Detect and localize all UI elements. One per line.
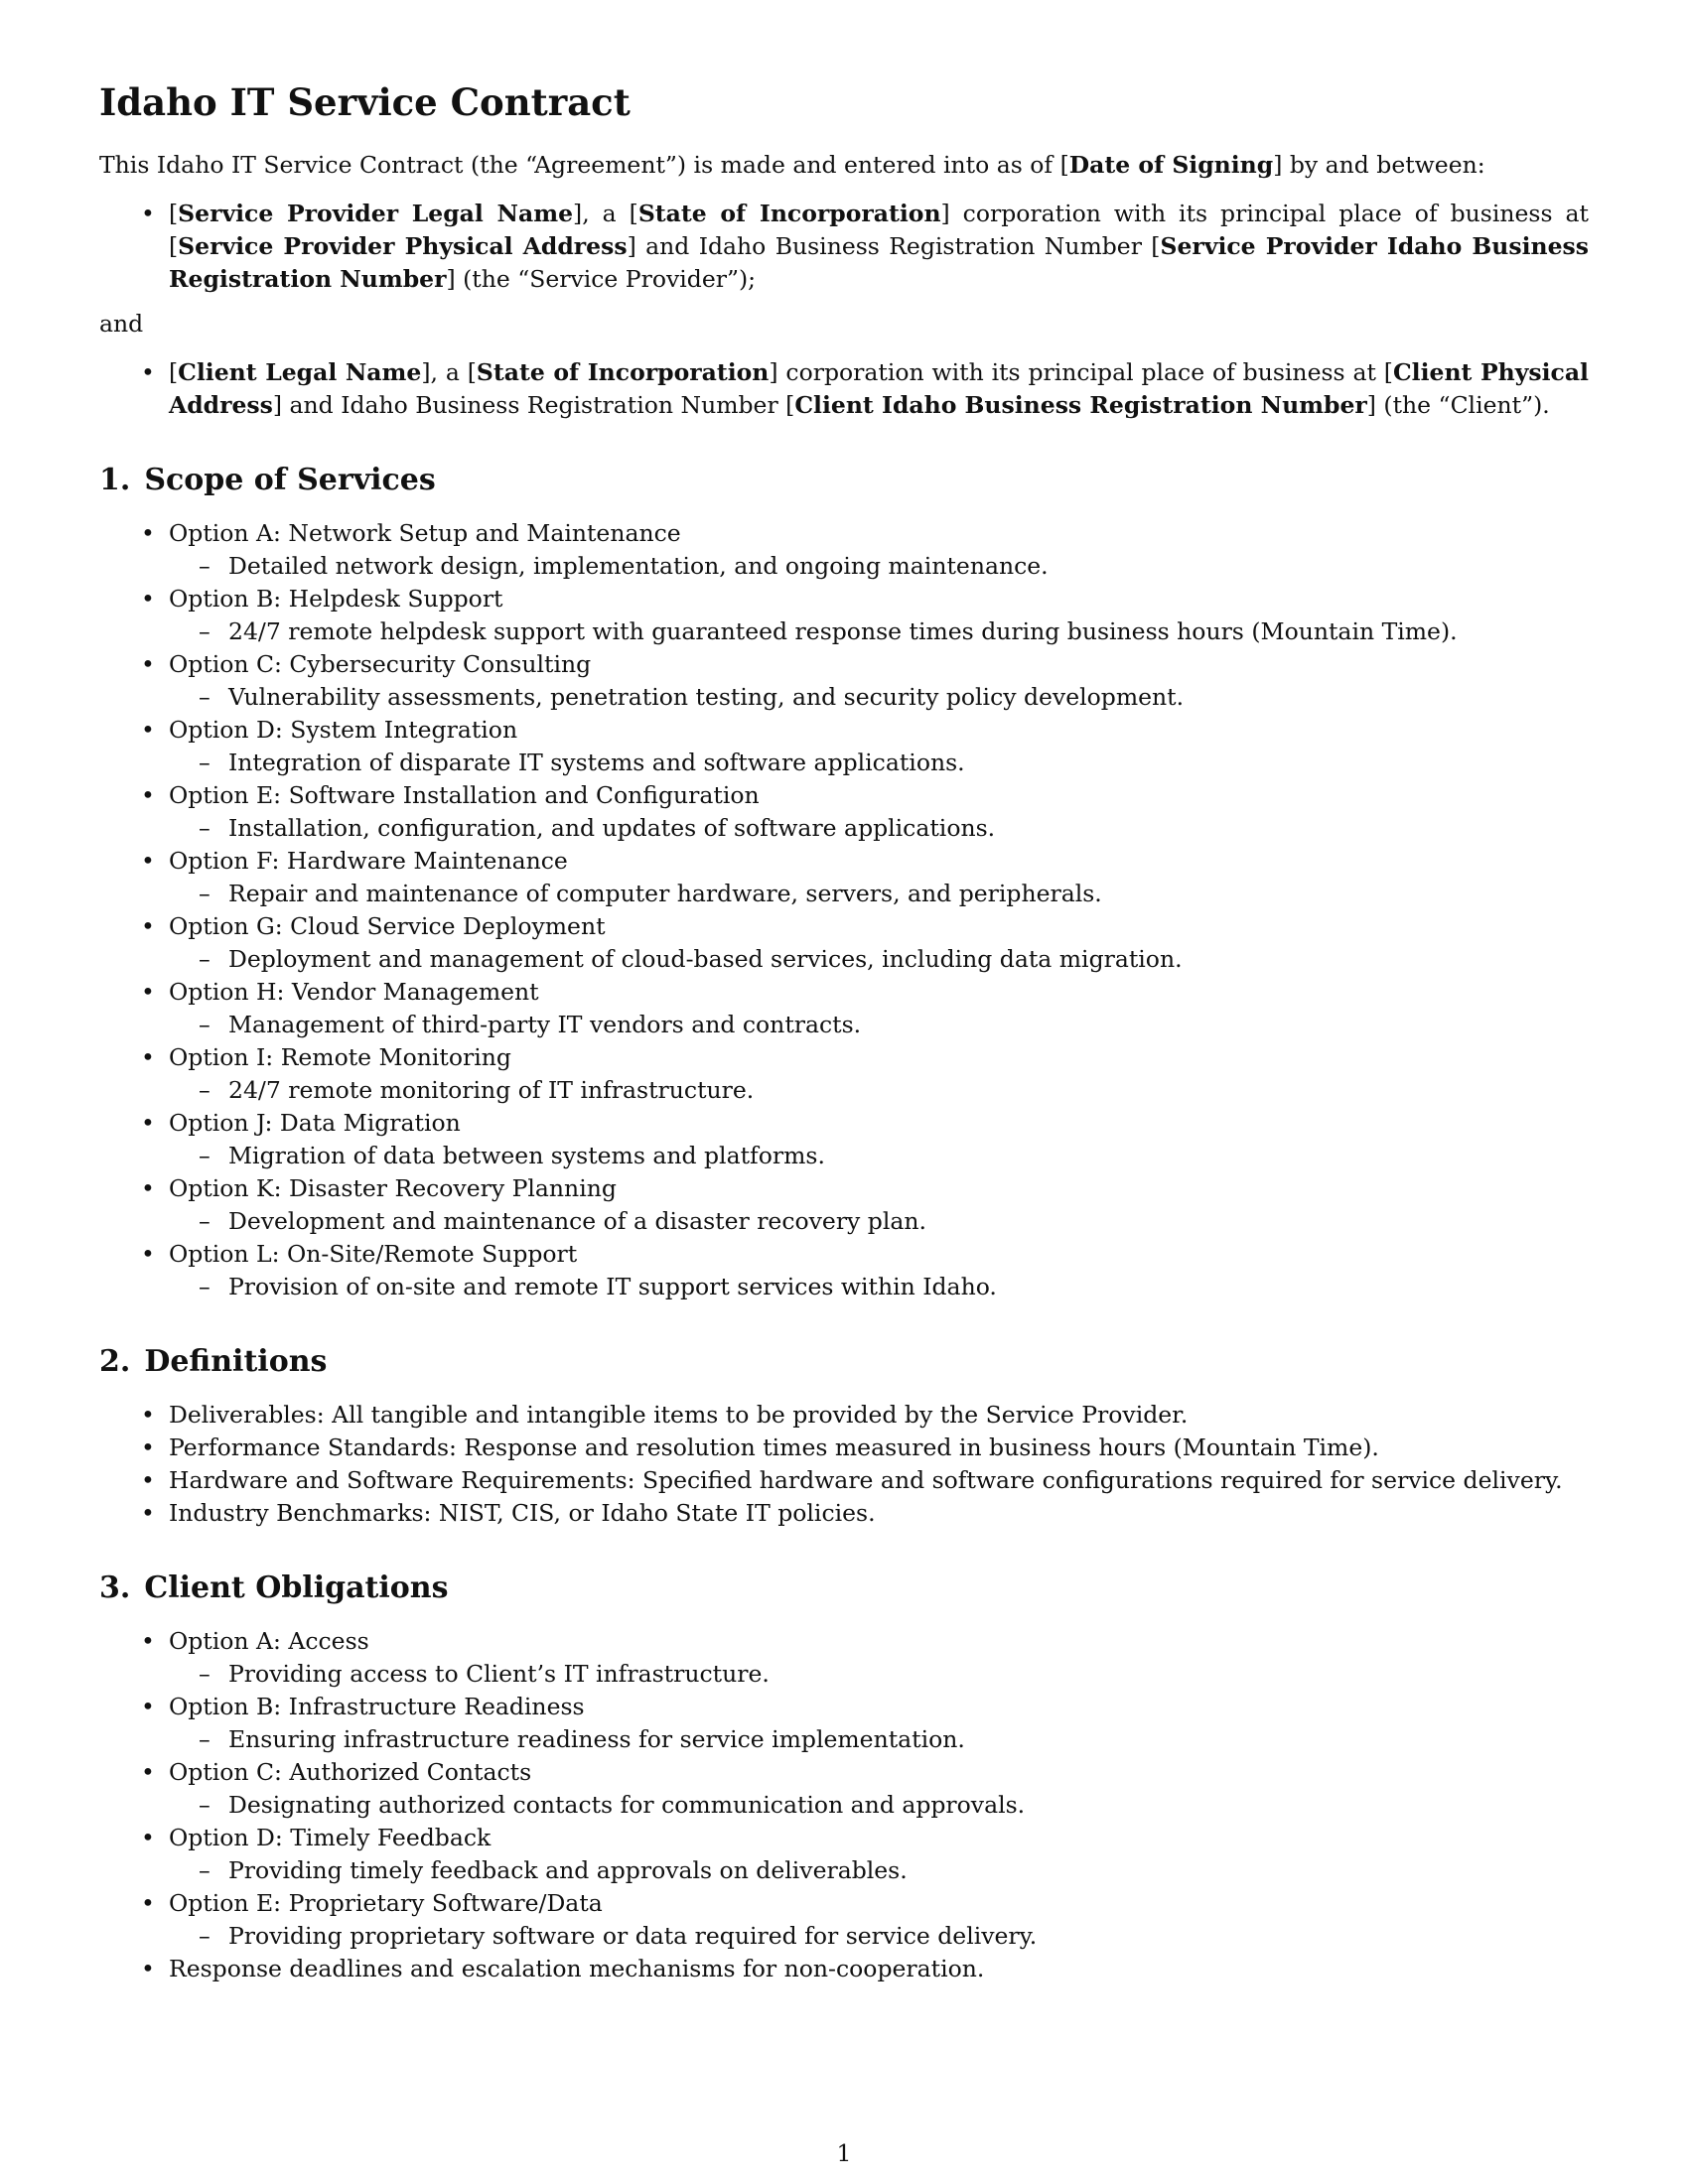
bullet-icon: • <box>141 912 155 940</box>
bullet-icon: • <box>141 1499 155 1527</box>
dash-icon: – <box>199 1856 211 1884</box>
document-title: Idaho IT Service Contract <box>99 80 631 124</box>
sub-item <box>99 747 1589 779</box>
provider-registration-placeholder: Service Provider Idaho Business Registration Number <box>169 232 1589 293</box>
option-label: Option E: Proprietary Software/Data <box>169 1889 603 1917</box>
list-item <box>99 910 1589 943</box>
list-item <box>99 1822 1589 1854</box>
list-item <box>99 1756 1589 1789</box>
sub-item <box>99 615 1589 648</box>
bullet-icon: • <box>141 1109 155 1137</box>
list-item <box>99 779 1589 812</box>
bullet-icon: • <box>141 1627 155 1655</box>
text: ], a [ <box>573 200 638 227</box>
sub-item <box>99 550 1589 583</box>
option-description: Detailed network design, implementation, and ongoing maintenance. <box>228 552 1049 580</box>
bullet-icon: • <box>141 716 155 744</box>
sub-item <box>99 681 1589 714</box>
provider-address-placeholder: Service Provider Physical Address <box>178 232 628 260</box>
option-label: Option H: Vendor Management <box>169 978 539 1006</box>
document-page <box>99 79 1589 1985</box>
option-description: 24/7 remote helpdesk support with guaranteed response times during business hours (Mountain Time). <box>228 617 1458 645</box>
section-heading-scope <box>99 462 1589 499</box>
option-label: Option B: Helpdesk Support <box>169 585 503 613</box>
definition-text: Hardware and Software Requirements: Specified hardware and software configurations required for service delivery. <box>169 1466 1563 1494</box>
dash-icon: – <box>199 749 211 776</box>
option-description: Integration of disparate IT systems and software applications. <box>228 749 965 776</box>
option-description: Providing access to Client’s IT infrastructure. <box>228 1660 770 1688</box>
definition-text: Performance Standards: Response and resolution times measured in business hours (Mountain Time). <box>169 1433 1379 1461</box>
list-item <box>99 1107 1589 1140</box>
text: ], a [ <box>421 358 477 386</box>
scope-list <box>99 517 1589 1303</box>
dash-icon: – <box>199 1660 211 1688</box>
list-item <box>99 1399 1589 1432</box>
option-description: 24/7 remote monitoring of IT infrastructure. <box>228 1076 755 1104</box>
option-description: Migration of data between systems and platforms. <box>228 1142 825 1169</box>
option-label: Option E: Software Installation and Configuration <box>169 781 760 809</box>
text: [ <box>169 200 179 227</box>
sub-item <box>99 1789 1589 1822</box>
obligations-list <box>99 1625 1589 1985</box>
list-item <box>99 648 1589 681</box>
bullet-icon: • <box>141 1824 155 1851</box>
text: [ <box>169 358 179 386</box>
option-description: Vulnerability assessments, penetration testing, and security policy development. <box>228 683 1185 711</box>
intro-text: This Idaho IT Service Contract (the “Agreement”) is made and entered into as of [ <box>99 151 1069 179</box>
text: ] (the “Service Provider”); <box>446 265 757 293</box>
list-item <box>99 1691 1589 1723</box>
bullet-icon: • <box>141 200 155 227</box>
page-number: 1 <box>836 2139 852 2167</box>
client-registration-placeholder: Client Idaho Business Registration Number <box>794 391 1367 419</box>
dash-icon: – <box>199 1725 211 1753</box>
sub-item <box>99 812 1589 845</box>
option-description: Repair and maintenance of computer hardware, servers, and peripherals. <box>228 880 1102 907</box>
option-label: Option A: Network Setup and Maintenance <box>169 519 681 547</box>
client-party-list <box>99 356 1589 422</box>
bullet-icon: • <box>141 1693 155 1720</box>
definition-text: Deliverables: All tangible and intangible items to be provided by the Service Provider. <box>169 1401 1189 1429</box>
bullet-icon: • <box>141 1043 155 1071</box>
bullet-icon: • <box>141 1240 155 1268</box>
provider-party-list <box>99 198 1589 296</box>
bullet-icon: • <box>141 1174 155 1202</box>
bullet-icon: • <box>141 1955 155 1982</box>
option-label: Option C: Authorized Contacts <box>169 1758 532 1786</box>
option-description: Management of third-party IT vendors and contracts. <box>228 1011 862 1038</box>
sub-item <box>99 1205 1589 1238</box>
option-label: Option D: System Integration <box>169 716 518 744</box>
bullet-icon: • <box>141 1433 155 1461</box>
list-item <box>99 1625 1589 1658</box>
option-label: Option L: On-Site/Remote Support <box>169 1240 578 1268</box>
option-label: Option I: Remote Monitoring <box>169 1043 511 1071</box>
bullet-icon: • <box>141 1466 155 1494</box>
provider-state-placeholder: State of Incorporation <box>637 200 941 227</box>
list-item <box>99 714 1589 747</box>
option-label: Option A: Access <box>169 1627 369 1655</box>
definition-text: Industry Benchmarks: NIST, CIS, or Idaho State IT policies. <box>169 1499 876 1527</box>
section-title: Scope of Services <box>144 463 436 497</box>
and-text: and <box>99 310 144 338</box>
list-item <box>99 1887 1589 1920</box>
client-address-placeholder: Client Physical Address <box>169 358 1589 419</box>
section-number: 2. <box>99 1344 131 1379</box>
sub-item <box>99 878 1589 910</box>
section-title: Definitions <box>144 1344 328 1379</box>
provider-legal-name-placeholder: Service Provider Legal Name <box>178 200 574 227</box>
list-item <box>99 1238 1589 1271</box>
client-state-placeholder: State of Incorporation <box>476 358 770 386</box>
option-label: Option K: Disaster Recovery Planning <box>169 1174 617 1202</box>
definitions-list <box>99 1399 1589 1530</box>
sub-item <box>99 1920 1589 1953</box>
dash-icon: – <box>199 1207 211 1235</box>
list-item <box>99 976 1589 1009</box>
option-description: Installation, configuration, and updates of software applications. <box>228 814 996 842</box>
date-of-signing-placeholder: Date of Signing <box>1068 151 1274 179</box>
provider-party-item <box>99 198 1589 296</box>
option-description: Deployment and management of cloud-based services, including data migration. <box>228 945 1183 973</box>
text: ] and Idaho Business Registration Number [ <box>627 232 1161 260</box>
dash-icon: – <box>199 945 211 973</box>
list-item <box>99 845 1589 878</box>
bullet-icon: • <box>141 1758 155 1786</box>
option-label: Option C: Cybersecurity Consulting <box>169 650 592 678</box>
option-description: Providing timely feedback and approvals on deliverables. <box>228 1856 908 1884</box>
sub-item <box>99 1009 1589 1041</box>
option-label: Option J: Data Migration <box>169 1109 461 1137</box>
list-item <box>99 1497 1589 1530</box>
dash-icon: – <box>199 1011 211 1038</box>
dash-icon: – <box>199 1922 211 1950</box>
option-description: Designating authorized contacts for communication and approvals. <box>228 1791 1026 1819</box>
option-description: Providing proprietary software or data required for service delivery. <box>228 1922 1038 1950</box>
section-heading-obligations <box>99 1570 1589 1607</box>
dash-icon: – <box>199 1142 211 1169</box>
list-item <box>99 517 1589 550</box>
dash-icon: – <box>199 880 211 907</box>
bullet-icon: • <box>141 781 155 809</box>
dash-icon: – <box>199 1791 211 1819</box>
list-item <box>99 1432 1589 1464</box>
bullet-icon: • <box>141 978 155 1006</box>
option-label: Option F: Hardware Maintenance <box>169 847 568 875</box>
bullet-icon: • <box>141 847 155 875</box>
section-title: Client Obligations <box>144 1570 449 1605</box>
list-item <box>99 583 1589 615</box>
sub-item <box>99 1723 1589 1756</box>
dash-icon: – <box>199 683 211 711</box>
text: ] (the “Client”). <box>1366 391 1550 419</box>
bullet-icon: • <box>141 650 155 678</box>
bullet-icon: • <box>141 519 155 547</box>
option-description: Provision of on-site and remote IT support services within Idaho. <box>228 1273 997 1300</box>
option-description: Ensuring infrastructure readiness for service implementation. <box>228 1725 965 1753</box>
sub-item <box>99 1140 1589 1172</box>
dash-icon: – <box>199 1076 211 1104</box>
text: ] corporation with its principal place of business at [ <box>769 358 1393 386</box>
obligation-text: Response deadlines and escalation mechanisms for non-cooperation. <box>169 1955 985 1982</box>
bullet-icon: • <box>141 358 155 386</box>
section-heading-definitions <box>99 1343 1589 1381</box>
option-label: Option D: Timely Feedback <box>169 1824 492 1851</box>
sub-item <box>99 1658 1589 1691</box>
sub-item <box>99 1271 1589 1303</box>
intro-text-end: ] by and between: <box>1273 151 1485 179</box>
dash-icon: – <box>199 552 211 580</box>
client-party-item <box>99 356 1589 422</box>
bullet-icon: • <box>141 1401 155 1429</box>
list-item <box>99 1041 1589 1074</box>
option-description: Development and maintenance of a disaster recovery plan. <box>228 1207 926 1235</box>
option-label: Option G: Cloud Service Deployment <box>169 912 606 940</box>
sub-item <box>99 1074 1589 1107</box>
section-number: 3. <box>99 1570 131 1605</box>
intro-paragraph <box>99 149 1589 182</box>
list-item <box>99 1172 1589 1205</box>
dash-icon: – <box>199 814 211 842</box>
dash-icon: – <box>199 1273 211 1300</box>
bullet-icon: • <box>141 585 155 613</box>
list-item <box>99 1953 1589 1985</box>
text: ] and Idaho Business Registration Number [ <box>272 391 795 419</box>
sub-item <box>99 943 1589 976</box>
text: ] corporation with its principal place of business at [ <box>169 200 1589 260</box>
list-item <box>99 1464 1589 1497</box>
bullet-icon: • <box>141 1889 155 1917</box>
sub-item <box>99 1854 1589 1887</box>
option-label: Option B: Infrastructure Readiness <box>169 1693 585 1720</box>
section-number: 1. <box>99 463 131 497</box>
client-legal-name-placeholder: Client Legal Name <box>178 358 422 386</box>
dash-icon: – <box>199 617 211 645</box>
